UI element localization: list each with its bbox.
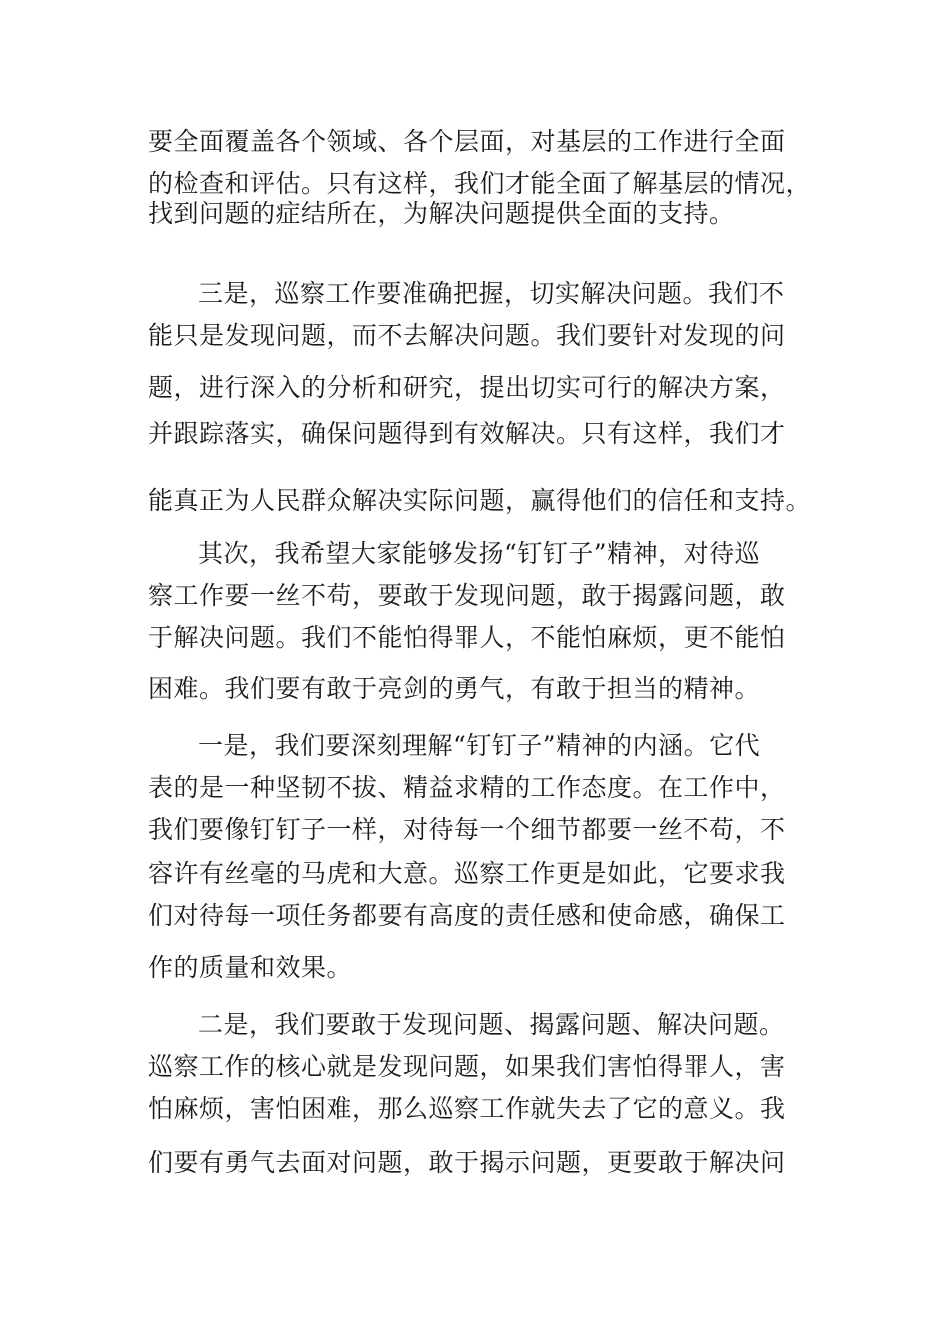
paragraph-start-line: 一是，我们要深刻理解“钉钉子”精神的内涵。它代: [198, 731, 761, 760]
text-line: 找到问题的症结所在，为解决问题提供全面的支持。: [148, 199, 735, 228]
text-line: 们对待每一项任务都要有高度的责任感和使命感，确保工: [148, 901, 786, 930]
text-line: 能真正为人民群众解决实际问题，赢得他们的信任和支持。: [148, 486, 812, 515]
text-line: 们要有勇气去面对问题，敢于揭示问题，更要敢于解决问: [148, 1148, 786, 1177]
text-line: 容许有丝毫的马虎和大意。巡察工作更是如此，它要求我: [148, 859, 786, 888]
text-line: 能只是发现问题，而不去解决问题。我们要针对发现的问: [148, 321, 786, 350]
text-line: 察工作要一丝不苟，要敢于发现问题，敢于揭露问题，敢: [148, 581, 786, 610]
paragraph-start-line: 三是，巡察工作要准确把握，切实解决问题。我们不: [198, 279, 785, 308]
text-line: 作的质量和效果。: [148, 953, 353, 982]
text-line: 于解决问题。我们不能怕得罪人，不能怕麻烦，更不能怕: [148, 623, 786, 652]
text-line: 并跟踪落实，确保问题得到有效解决。只有这样，我们才: [148, 419, 786, 448]
text-line: 困难。我们要有敢于亮剑的勇气，有敢于担当的精神。: [148, 674, 761, 703]
text-line: 题，进行深入的分析和研究，提出切实可行的解决方案，: [148, 373, 786, 402]
paragraph-start-line: 二是，我们要敢于发现问题、揭露问题、解决问题。: [198, 1010, 785, 1039]
text-line: 的检查和评估。只有这样，我们才能全面了解基层的情况，: [148, 169, 812, 198]
text-line: 表的是一种坚韧不拔、精益求精的工作态度。在工作中，: [148, 773, 786, 802]
text-line: 我们要像钉钉子一样，对待每一个细节都要一丝不苟，不: [148, 815, 786, 844]
text-line: 怕麻烦，害怕困难，那么巡察工作就失去了它的意义。我: [148, 1094, 786, 1123]
text-line: 巡察工作的核心就是发现问题，如果我们害怕得罪人，害: [148, 1052, 786, 1081]
paragraph-start-line: 其次，我希望大家能够发扬“钉钉子”精神，对待巡: [198, 539, 761, 568]
text-line: 要全面覆盖各个领域、各个层面，对基层的工作进行全面: [148, 127, 786, 156]
